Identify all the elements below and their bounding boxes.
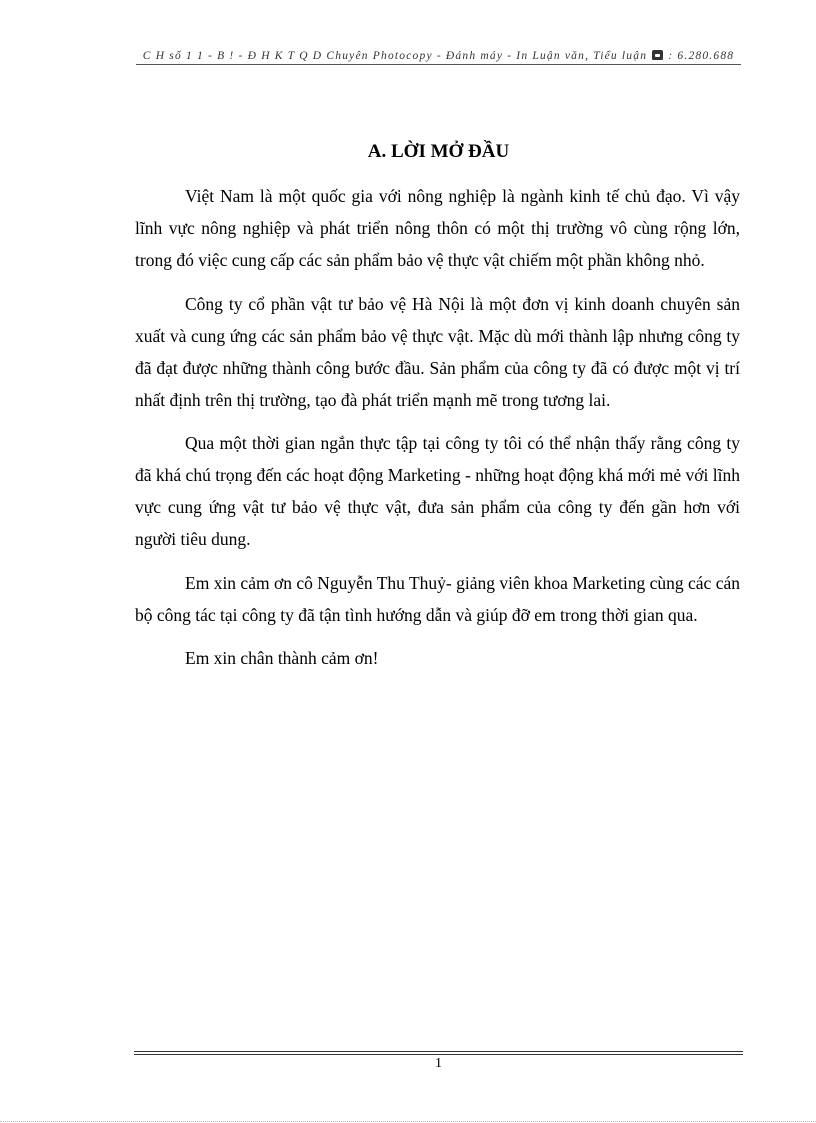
page-number: 1 — [435, 1056, 442, 1071]
paragraph: Em xin cảm ơn cô Nguyễn Thu Thuỷ- giảng viên khoa Marketing cùng các cán bộ công tác tại công ty đã tận tình hướng dẫn và giúp đỡ em trong thời gian qua. — [135, 572, 740, 625]
document-title: A. LỜI MỞ ĐẦU — [367, 141, 510, 162]
header-text: C H số 1 1 - B ! - Đ H K T Q D Chuyên Photocopy - Đánh máy - In Luận văn, Tiểu luận — [142, 50, 648, 62]
paragraph: Công ty cổ phần vật tư bảo vệ Hà Nội là một đơn vị kinh doanh chuyên sản xuất và cung ứng các sản phẩm bảo vệ thực vật. Mặc dù mới thành lập nhưng công ty đã đạt được những thành công bước đầu. Sản phẩm của công ty đã có được một vị trí nhất định trên thị trường, tạo đà phát triển mạnh mẽ trong tương lai. — [135, 293, 740, 410]
page-edge-divider — [0, 1121, 816, 1122]
document-body — [135, 180, 740, 686]
paragraph: Qua một thời gian ngắn thực tập tại công ty tôi có thể nhận thấy rằng công ty đã khá chú trọng đến các hoạt động Marketing - những hoạt động khá mới mẻ với lĩnh vực cung ứng vật tư bảo vệ thực vật, đưa sản phẩm của công ty đến gần hơn với người tiêu dung. — [135, 433, 740, 549]
paragraph: Em xin chân thành cảm ơn! — [185, 648, 379, 668]
header-phone-number: : 6.280.688 — [668, 50, 735, 62]
page-header — [136, 50, 741, 65]
paragraph: Việt Nam là một quốc gia với nông nghiệp là ngành kinh tế chủ đạo. Vì vậy lĩnh vực nông nghiệp và phát triển nông thôn có một thị trường vô cùng rộng lớn, trong đó việc cung cấp các sản phẩm bảo vệ thực vật chiếm một phần không nhỏ. — [135, 186, 740, 270]
footer-rule — [134, 1051, 743, 1055]
phone-icon — [652, 50, 663, 60]
